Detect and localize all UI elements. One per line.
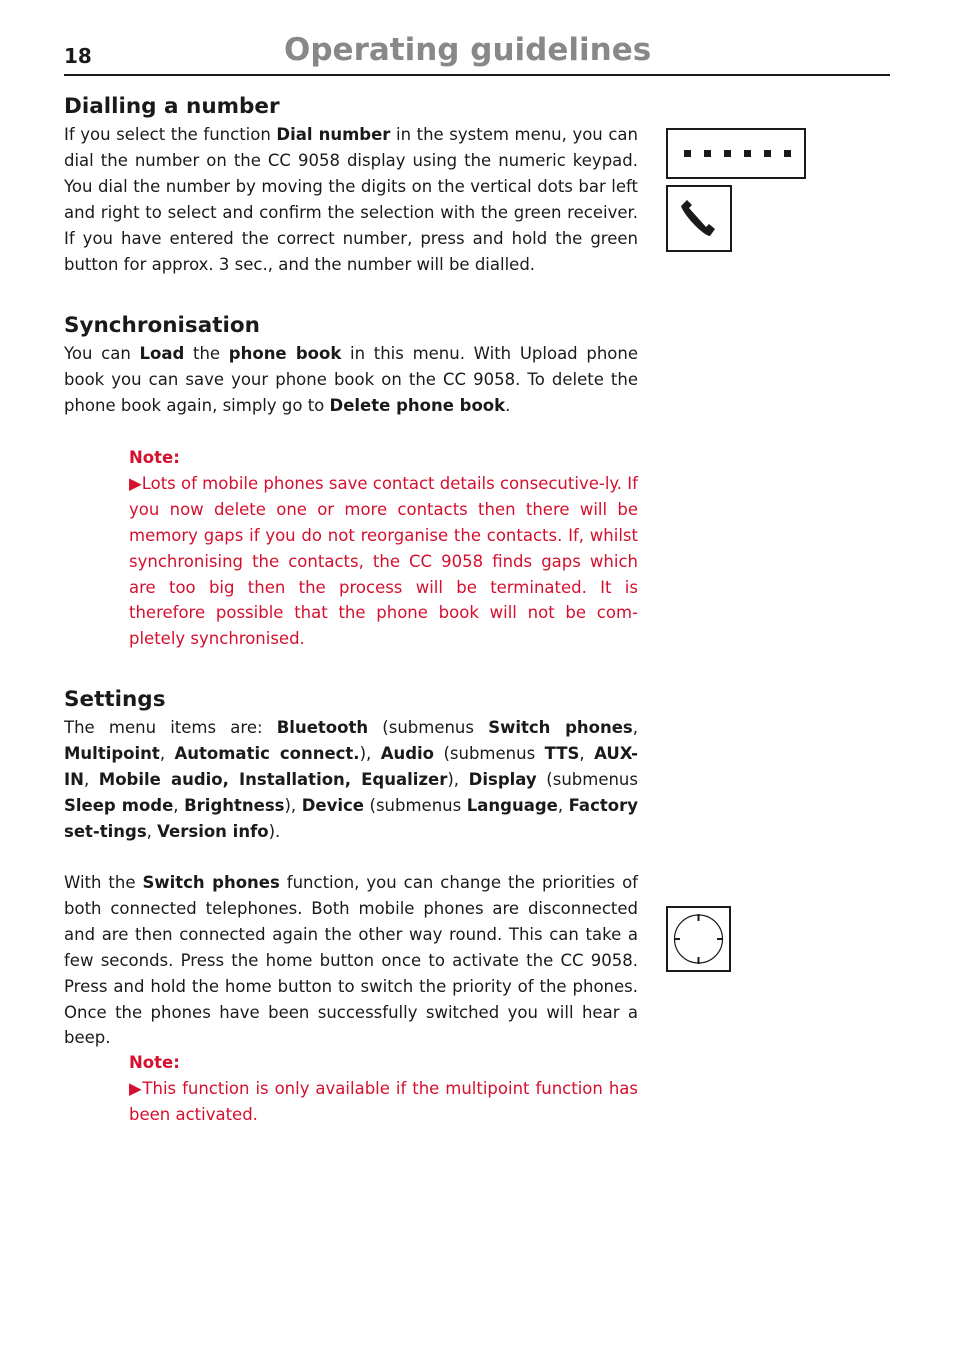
heading-synchronisation: Synchronisation bbox=[64, 313, 260, 338]
page-number: 18 bbox=[64, 44, 92, 68]
note-label: Note: bbox=[129, 448, 180, 467]
synchronisation-paragraph: You can Load the phone book in this menu. With Upload phone book you can save your phone book on the CC 9058. To delete the phone book again, simply go to Delete phone book. bbox=[64, 344, 638, 415]
dialling-paragraph: If you select the function Dial number in the system menu, you can dial the number on the CC 9058 display using the numeric keypad. You dial the number by moving the digits on the vertical dots bar left and right to select and confirm the selection with the green receiver. If you have entered the correct number, press and hold the green button for approx. 3 sec., and the number will be dialled. bbox=[64, 125, 638, 274]
note-text: ▶This function is only available if the multipoint function has been activated. bbox=[129, 1078, 638, 1124]
page-header bbox=[64, 30, 890, 76]
green-receiver-icon bbox=[666, 185, 732, 252]
note-arrow-icon: ▶ bbox=[129, 473, 142, 493]
note-synchronisation bbox=[129, 445, 638, 652]
heading-dialling: Dialling a number bbox=[64, 94, 280, 119]
dots-bar-icon bbox=[666, 128, 806, 179]
heading-settings: Settings bbox=[64, 687, 166, 712]
settings-menu-paragraph: The menu items are: Bluetooth (submenus Switch phones, Multipoint, Automatic connect.), Audio (submenus TTS, AUX-IN, Mobile audio, Installation, Equalizer), Display (submenus Sleep mode, Brightness), Device (submenus Language, Factory set-tings, Version info). bbox=[64, 718, 638, 841]
note-arrow-icon: ▶ bbox=[129, 1078, 143, 1098]
note-multipoint bbox=[129, 1050, 638, 1128]
note-label: Note: bbox=[129, 1053, 180, 1072]
home-button-icon bbox=[666, 906, 731, 972]
page-title: Operating guidelines bbox=[284, 32, 652, 68]
switch-phones-paragraph: With the Switch phones function, you can change the priorities of both connected telephones. Both mobile phones are disconnected and are then connected again the other way round. This can take a few seconds. Press the home button once to activate the CC 9058. Press and hold the home button to switch the priority of the phones. Once the phones have been successfully switched you will hear a beep. bbox=[64, 873, 638, 1048]
note-text: ▶Lots of mobile phones save contact details consecutive-ly. If you now delete one or more contacts then there will be memory gaps if you do not reorganise the contacts. If, whilst synchronising the contacts, the CC 9058 finds gaps which are too big then the process will be terminated. It is therefore possible that the phone book will not be com-pletely synchronised. bbox=[129, 473, 638, 649]
